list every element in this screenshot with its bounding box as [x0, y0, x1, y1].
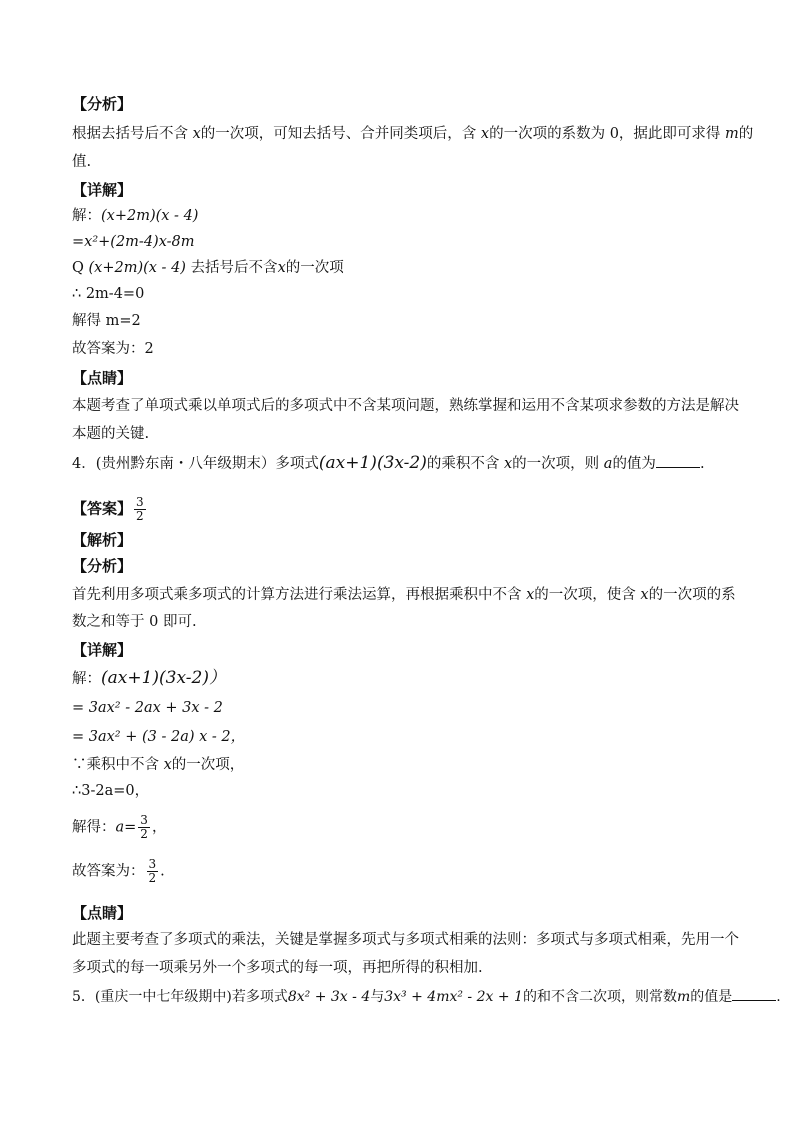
detail-step-1 — [72, 668, 746, 689]
question-5-stem — [72, 986, 781, 1007]
text: 解： — [72, 208, 101, 224]
text: . — [160, 863, 165, 880]
detail-step-4 — [72, 755, 746, 775]
var-m: m — [725, 126, 739, 142]
denominator: 2 — [140, 827, 148, 841]
var-x: x — [480, 126, 490, 142]
text: 的一次项， — [171, 757, 245, 773]
detail-step-7 — [72, 858, 746, 888]
var-a: a — [603, 456, 613, 472]
point-line-1: 此题主要考查了多项式的乘法，关键是掌握多项式与多项式相乘的法则：多项式与多项式相乘，先用一个 — [72, 932, 739, 948]
heading-analysis: 【分析】 — [72, 557, 133, 575]
numerator: 3 — [140, 813, 148, 827]
text: 的一次项，使含 — [534, 587, 636, 603]
text: 的一次项的系 — [648, 587, 736, 603]
var-x: x — [640, 587, 649, 603]
heading-parse: 【解析】 — [72, 531, 133, 549]
answer-line — [72, 496, 746, 526]
var-x: x — [163, 757, 172, 773]
text: 的 — [738, 126, 754, 142]
expression: (x+2m)(x - 4) — [101, 208, 199, 224]
text: 的一次项 — [285, 260, 344, 276]
text: 5．(重庆一中七年级期中)若多项式 — [72, 989, 288, 1005]
point-line-2: 本题的关键. — [72, 426, 150, 442]
because-symbol: Q — [72, 260, 84, 276]
heading-analysis: 【分析】 — [72, 95, 133, 113]
var-x: x — [526, 587, 535, 603]
text: 故答案为： — [72, 863, 145, 880]
text: 去括号后不含 — [190, 260, 278, 276]
text: 与 — [370, 989, 385, 1005]
solution-step-4: ∴ 2m-4=0 — [72, 286, 145, 302]
fraction — [138, 814, 150, 841]
expression: (ax+1)(3x-2)） — [101, 668, 226, 688]
text: 4．(贵州黔东南・八年级期末）多项式 — [72, 456, 319, 472]
heading-detail: 【详解】 — [72, 181, 133, 199]
text: . — [776, 989, 781, 1005]
solution-step-3 — [72, 258, 746, 278]
answer-blank — [732, 986, 776, 1001]
point-line-1: 本题考查了单项式乘以单项式后的多项式中不含某项问题，熟练掌握和运用不含某项求参数的方法是解决 — [72, 398, 739, 414]
fraction — [134, 496, 146, 523]
detail-step-6 — [72, 814, 746, 844]
detail-step-2: = 3ax² - 2ax + 3x - 2 — [72, 700, 223, 716]
var-x: x — [192, 126, 201, 142]
heading-detail: 【详解】 — [72, 641, 133, 659]
analysis-line-1 — [72, 585, 746, 605]
answer-blank — [656, 453, 700, 468]
heading-point: 【点睛】 — [72, 904, 133, 922]
text: 的一次项的系数为 0，据此即可求得 — [489, 126, 721, 142]
text: 解得： — [72, 819, 116, 836]
text: 的乘积不含 — [426, 456, 500, 472]
text: 的值是 — [690, 989, 733, 1005]
var-m: m — [676, 989, 691, 1005]
var-x: x — [503, 456, 513, 472]
expression: (x+2m)(x - 4) — [88, 260, 186, 276]
point-line-2: 多项式的每一项乘另外一个多项式的每一项，再把所得的积相加. — [72, 960, 483, 976]
solution-step-1 — [72, 206, 746, 226]
expression: (ax+1)(3x-2) — [318, 453, 427, 473]
heading-point: 【点睛】 — [72, 369, 133, 387]
solution-step-5: 解得 m=2 — [72, 313, 141, 329]
text: . — [699, 456, 705, 472]
fraction — [147, 858, 159, 885]
text: 的值为 — [612, 456, 656, 472]
text: 解： — [72, 671, 101, 687]
detail-step-5: ∴3-2a=0， — [72, 783, 150, 799]
denominator: 2 — [148, 871, 157, 885]
numerator: 3 — [136, 495, 144, 509]
analysis-line-2: 数之和等于 0 即可. — [72, 614, 197, 630]
text: 根据去括号后不含 — [72, 126, 188, 142]
expression: 3x³ + 4mx² - 2x + 1 — [384, 989, 523, 1005]
heading-answer: 【答案】 — [72, 499, 133, 518]
text: ∵乘积中不含 — [72, 757, 159, 773]
question-4-stem — [72, 453, 746, 474]
expression: 8x² + 3x - 4 — [287, 989, 371, 1005]
text: 的一次项，可知去括号、合并同类项后，含 — [200, 126, 477, 142]
var-x: x — [277, 260, 286, 276]
text: 首先利用多项式乘多项式的计算方法进行乘法运算，再根据乘积中不含 — [72, 587, 522, 603]
analysis-line-2: 值. — [72, 154, 92, 170]
text: 的和不含二次项，则常数 — [522, 989, 677, 1005]
detail-step-3: = 3ax² + (3 - 2a) x - 2， — [72, 729, 246, 745]
numerator: 3 — [148, 857, 157, 871]
denominator: 2 — [136, 509, 144, 523]
text: ， — [151, 819, 167, 836]
analysis-line-1 — [72, 124, 754, 144]
text: 的一次项，则 — [512, 456, 600, 472]
final-answer: 故答案为：2 — [72, 341, 154, 357]
solution-step-2: =x²+(2m-4)x-8m — [72, 234, 195, 250]
var-a: a= — [115, 819, 137, 836]
